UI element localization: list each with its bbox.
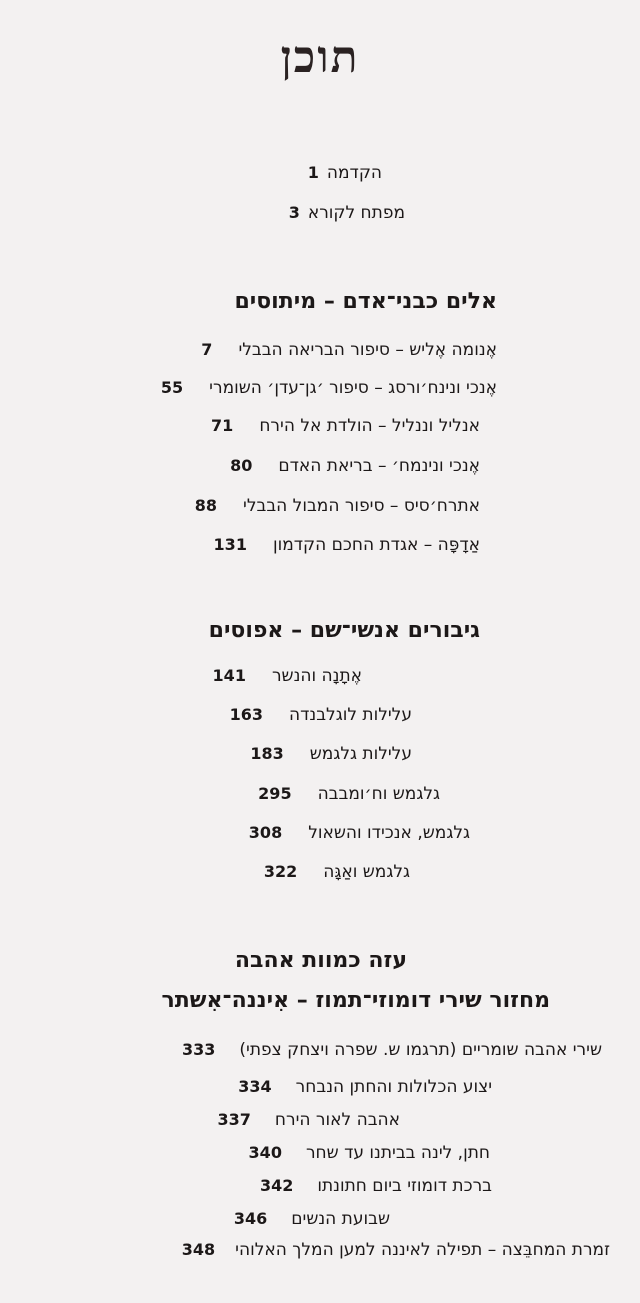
entry-label: יצוע הכלולות והחתן הנבחר	[295, 1077, 492, 1097]
entry-label: אֶנכי ונינח׳ורסג – סיפור ׳גן־עדן׳ השומרי	[209, 378, 497, 398]
entry-page: 141	[212, 666, 246, 685]
toc-entry	[182, 1240, 610, 1260]
toc-entry	[264, 862, 410, 882]
entry-label: אַדָפָּה – אגדת החכם הקדמון	[272, 535, 480, 555]
entry-label: עלילות גלגמש	[309, 744, 412, 764]
entry-label: גלגמש ואַגָּה	[323, 862, 410, 882]
entry-page: 1	[307, 163, 319, 182]
toc-entry-intro	[308, 163, 382, 183]
entry-page: 55	[160, 378, 184, 397]
entry-page: 322	[263, 862, 298, 881]
toc-entry	[238, 1077, 492, 1097]
page-title: תוכן	[280, 32, 360, 83]
toc-entry-lead	[182, 1040, 602, 1060]
entry-label: מפתח לקורא	[307, 203, 405, 223]
entry-label: אנליל וננליל – הולדת אל הירח	[259, 416, 480, 436]
entry-label: אֶנומה אֶליש – סיפור הבריאה הבבלי	[238, 340, 497, 360]
entry-page: 308	[248, 823, 283, 842]
section-heading-love: עזה כמוות אהבה	[234, 948, 407, 973]
entry-label: זמרת המחבֵּצה – תפילה לאיננה למען המלך האלוהי	[235, 1240, 610, 1260]
entry-label: ברכת דומוזי ביום חתונתו	[317, 1176, 492, 1196]
section-subheading-dumuzi: מחזור שירי דומוזי־תמוז – אִיננה־אִשתר	[161, 988, 550, 1013]
entry-page: 340	[248, 1143, 282, 1162]
entry-page: 346	[233, 1209, 268, 1228]
entry-page: 334	[238, 1077, 272, 1096]
toc-entry	[234, 1209, 390, 1229]
entry-page: 342	[259, 1176, 294, 1195]
entry-label: גלגמש, אנכידו והשאול	[308, 823, 470, 843]
toc-entry	[230, 456, 480, 476]
entry-label: גלגמש וח׳ומבבה	[317, 784, 440, 804]
entry-label: שבועת הנשים	[291, 1209, 390, 1229]
toc-entry	[250, 744, 412, 764]
entry-page: 333	[182, 1040, 216, 1059]
entry-page: 88	[194, 496, 218, 515]
toc-entry	[249, 1143, 490, 1163]
entry-label: שירי אהבה שומריים (תרגמו ש. שפרה ויצחק צפתי)	[239, 1040, 602, 1060]
toc-entry	[260, 1176, 492, 1196]
entry-page: 183	[250, 744, 284, 763]
toc-entry	[201, 340, 497, 360]
entry-label: הקדמה	[326, 163, 382, 183]
entry-page: 3	[288, 203, 300, 222]
entry-page: 337	[217, 1110, 251, 1129]
entry-page: 131	[213, 535, 247, 554]
entry-page: 348	[181, 1240, 216, 1259]
toc-entry	[249, 823, 470, 843]
entry-page: 295	[258, 784, 292, 803]
toc-entry	[213, 666, 362, 686]
entry-label: אֶנכי ונינמח׳ – בריאת האדם	[278, 456, 480, 476]
entry-label: אֶתָנָה והנשר	[271, 666, 362, 686]
entry-label: עלילות לוגלבנדה	[289, 705, 412, 725]
entry-label: אהבה לאור הירח	[274, 1110, 400, 1130]
entry-page: 71	[211, 416, 234, 435]
toc-entry	[218, 1110, 400, 1130]
entry-page: 163	[229, 705, 264, 724]
entry-page: 80	[230, 456, 253, 475]
toc-entry	[195, 496, 480, 516]
entry-page: 7	[201, 340, 213, 359]
section-heading-epics: גיבורים אנשי־שם – אפוסים	[208, 618, 480, 643]
toc-entry-reader-key	[289, 203, 405, 223]
toc-entry	[258, 784, 440, 804]
entry-label: אתרח׳סיס – סיפור המבול הבבלי	[243, 496, 480, 516]
section-heading-myths: אלים כבני־אדם – מיתוסים	[234, 289, 497, 314]
toc-entry	[214, 535, 480, 555]
toc-entry	[211, 416, 480, 436]
toc-entry	[230, 705, 412, 725]
toc-entry	[161, 378, 497, 398]
entry-label: חתן, לינה בביתנו עד שחר	[305, 1143, 490, 1163]
